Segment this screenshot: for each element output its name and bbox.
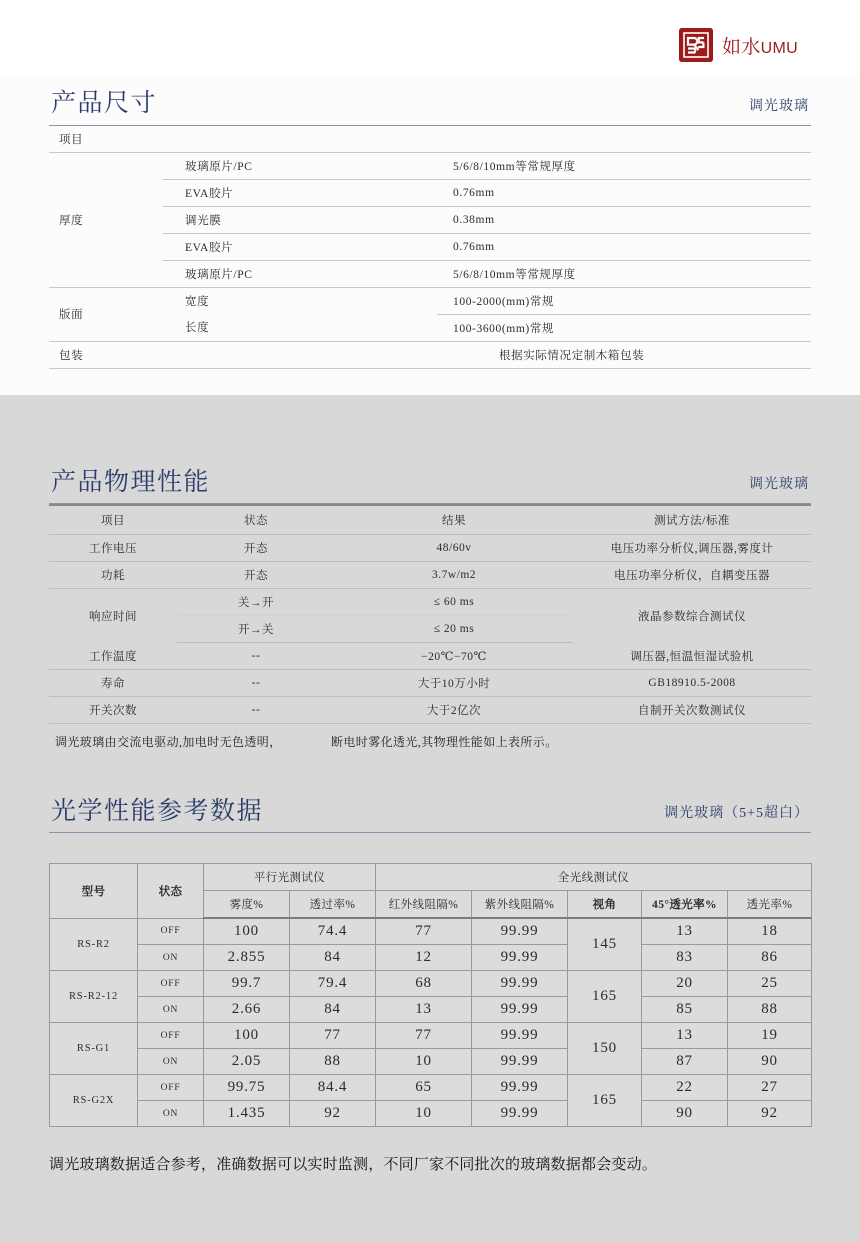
- cell-transmittance: 18: [728, 918, 812, 945]
- row-state: ON: [138, 1101, 204, 1127]
- row-state: ON: [138, 997, 204, 1023]
- row-item: EVA胶片: [163, 233, 437, 260]
- row-state: OFF: [138, 1023, 204, 1049]
- row-state: ON: [138, 1049, 204, 1075]
- subheader-ir-block: 红外线阻隔%: [376, 891, 472, 919]
- cell-transmittance-45: 22: [642, 1075, 728, 1101]
- physical-note-right: 断电时雾化透光,其物理性能如上表所示。: [331, 734, 558, 749]
- table-row: [50, 1101, 812, 1127]
- table-row: [49, 696, 811, 723]
- cell-haze: 99.7: [204, 971, 290, 997]
- table-row: [49, 669, 811, 696]
- cell-transmittance: 86: [728, 945, 812, 971]
- table-header-row: [50, 864, 812, 891]
- row-state: --: [177, 696, 335, 723]
- section3-header: [49, 784, 811, 834]
- section1-header: [49, 76, 811, 126]
- cell-uv-block: 99.99: [472, 1101, 568, 1127]
- physical-note-left: 调光玻璃由交流电驱动,加电时无色透明，: [55, 734, 282, 749]
- cell-ir-block: 65: [376, 1075, 472, 1101]
- row-method: 调压器,恒温恒湿试验机: [573, 643, 811, 670]
- cell-transmittance-45: 20: [642, 971, 728, 997]
- rs-logo-icon: [679, 28, 713, 62]
- table-row: [50, 1023, 812, 1049]
- table-row: [49, 206, 811, 233]
- row-result: 大于10万小时: [335, 669, 573, 696]
- header-result: 结果: [335, 505, 573, 535]
- table-row: [49, 126, 811, 153]
- row-state: --: [177, 669, 335, 696]
- table-row: [49, 233, 811, 260]
- row-model: RS-G2X: [50, 1075, 138, 1127]
- cell-viewing-angle: 165: [568, 971, 642, 1023]
- cell-transmittance-parallel: 88: [290, 1049, 376, 1075]
- table-row: [49, 535, 811, 562]
- header-item: 项目: [49, 505, 177, 535]
- row-state: 开→关: [177, 616, 335, 643]
- cell-transmittance-parallel: 84.4: [290, 1075, 376, 1101]
- row-method: 电压功率分析仪，自耦变压器: [573, 562, 811, 589]
- cell-transmittance: 25: [728, 971, 812, 997]
- table-row: [50, 918, 812, 945]
- row-item: 寿命: [49, 669, 177, 696]
- header-state: 状态: [177, 505, 335, 535]
- table-row: [49, 589, 811, 616]
- cell-transmittance: 27: [728, 1075, 812, 1101]
- cell-transmittance-45: 83: [642, 945, 728, 971]
- row-item: 响应时间: [89, 610, 137, 623]
- subheader-transmittance-parallel: 透过率%: [290, 891, 376, 919]
- group-label-packaging: 包装: [49, 341, 163, 368]
- subheader-haze: 雾度%: [204, 891, 290, 919]
- row-model: RS-G1: [50, 1023, 138, 1075]
- cell-transmittance-45: 13: [642, 918, 728, 945]
- section-physical-performance: [49, 455, 811, 750]
- cell-uv-block: 99.99: [472, 1023, 568, 1049]
- table-row: [50, 971, 812, 997]
- row-item: 工作温度: [49, 643, 177, 670]
- optical-performance-table: [49, 863, 812, 1127]
- physical-note: [49, 724, 811, 750]
- table-row: [49, 314, 811, 341]
- dimensions-col-header: 项目: [49, 126, 163, 153]
- cell-haze: 1.435: [204, 1101, 290, 1127]
- subheader-uv-block: 紫外线阻隔%: [472, 891, 568, 919]
- row-method: GB18910.5-2008: [573, 669, 811, 696]
- section3-title: 光学性能参考数据: [51, 797, 264, 825]
- row-result: −20℃−70℃: [335, 643, 573, 670]
- cell-transmittance-45: 87: [642, 1049, 728, 1075]
- table-row: [49, 643, 811, 670]
- group-label-panel: 版面: [49, 287, 163, 341]
- footer-note: 调光玻璃数据适合参考，准确数据可以实时监测，不同厂家不同批次的玻璃数据都会变动。: [49, 1155, 658, 1173]
- cell-transmittance-parallel: 92: [290, 1101, 376, 1127]
- cell-haze: 100: [204, 1023, 290, 1049]
- cell-viewing-angle: 150: [568, 1023, 642, 1075]
- cell-uv-block: 99.99: [472, 945, 568, 971]
- row-result: 3.7w/m2: [335, 562, 573, 589]
- section3-subtitle: 调光玻璃（5+5超白）: [664, 806, 809, 821]
- table-row: [49, 287, 811, 314]
- cell-haze: 2.05: [204, 1049, 290, 1075]
- row-item: EVA胶片: [163, 179, 437, 206]
- table-row: [50, 997, 812, 1023]
- cell-transmittance: 88: [728, 997, 812, 1023]
- row-state: OFF: [138, 918, 204, 945]
- subheader-transmittance: 透光率%: [728, 891, 812, 919]
- cell-transmittance-parallel: 79.4: [290, 971, 376, 997]
- cell-transmittance-parallel: 84: [290, 945, 376, 971]
- row-value: 100-2000(mm)常规: [437, 287, 811, 314]
- brand-name-cn: 如水: [722, 36, 761, 58]
- cell-transmittance-parallel: 74.4: [290, 918, 376, 945]
- row-state: OFF: [138, 1075, 204, 1101]
- table-row: [49, 179, 811, 206]
- section1-subtitle: 调光玻璃: [749, 98, 809, 114]
- row-item: 开关次数: [49, 696, 177, 723]
- cell-uv-block: 99.99: [472, 971, 568, 997]
- cell-ir-block: 12: [376, 945, 472, 971]
- table-row: [49, 260, 811, 287]
- brand-logo: [679, 28, 798, 62]
- row-model: RS-R2: [50, 918, 138, 971]
- row-item: 宽度: [185, 295, 210, 308]
- section2-subtitle: 调光玻璃: [749, 477, 809, 492]
- table-row: [49, 562, 811, 589]
- row-value: 100-3600(mm)常规: [437, 314, 811, 341]
- cell-viewing-angle: 145: [568, 918, 642, 971]
- row-value: 0.38mm: [437, 206, 811, 233]
- cell-uv-block: 99.99: [472, 997, 568, 1023]
- row-result: 48/60v: [335, 535, 573, 562]
- header-model: 型号: [50, 864, 138, 919]
- cell-haze: 100: [204, 918, 290, 945]
- cell-ir-block: 10: [376, 1101, 472, 1127]
- cell-viewing-angle: 165: [568, 1075, 642, 1127]
- row-state: 关→开: [177, 589, 335, 616]
- row-result: ≤ 20 ms: [335, 616, 573, 643]
- cell-transmittance: 92: [728, 1101, 812, 1127]
- cell-transmittance-parallel: 77: [290, 1023, 376, 1049]
- row-state: --: [177, 643, 335, 670]
- row-model: RS-R2-12: [50, 971, 138, 1023]
- row-item: 玻璃原片/PC: [163, 260, 437, 287]
- row-value: 0.76mm: [437, 233, 811, 260]
- cell-uv-block: 99.99: [472, 918, 568, 945]
- cell-transmittance-parallel: 84: [290, 997, 376, 1023]
- cell-ir-block: 10: [376, 1049, 472, 1075]
- cell-uv-block: 99.99: [472, 1049, 568, 1075]
- row-method: 电压功率分析仪,调压器,雾度计: [573, 535, 811, 562]
- cell-ir-block: 13: [376, 997, 472, 1023]
- section1-title: 产品尺寸: [51, 90, 158, 117]
- group-label-thickness: 厚度: [49, 152, 163, 287]
- row-state: ON: [138, 945, 204, 971]
- table-header-row: [49, 505, 811, 535]
- table-row: [50, 945, 812, 971]
- cell-transmittance-45: 13: [642, 1023, 728, 1049]
- brand-name-en: UMU: [760, 39, 798, 57]
- row-result: ≤ 60 ms: [335, 589, 573, 616]
- row-method: 自制开关次数测试仪: [573, 696, 811, 723]
- cell-haze: 2.66: [204, 997, 290, 1023]
- brand-name: [722, 32, 798, 59]
- row-item: 功耗: [49, 562, 177, 589]
- cell-haze: 99.75: [204, 1075, 290, 1101]
- section2-title: 产品物理性能: [51, 468, 211, 496]
- row-value: 0.76mm: [437, 179, 811, 206]
- row-item: 工作电压: [49, 535, 177, 562]
- table-row: [49, 152, 811, 179]
- section-product-dimensions: [0, 76, 860, 395]
- header-group-parallel: 平行光测试仪: [204, 864, 376, 891]
- row-state: 开态: [177, 562, 335, 589]
- cell-uv-block: 99.99: [472, 1075, 568, 1101]
- row-item: 长度: [163, 314, 437, 341]
- row-item: 玻璃原片/PC: [163, 152, 437, 179]
- row-value: 根据实际情况定制木箱包装: [437, 341, 811, 368]
- cell-transmittance: 90: [728, 1049, 812, 1075]
- table-row: [49, 341, 811, 368]
- header-group-total: 全光线测试仪: [376, 864, 812, 891]
- cell-haze: 2.855: [204, 945, 290, 971]
- row-method: 液晶参数综合测试仪: [638, 610, 746, 623]
- table-row: [50, 1075, 812, 1101]
- section-optical-performance: [49, 784, 811, 1128]
- row-item: 调光膜: [163, 206, 437, 233]
- subheader-transmittance-45: 45°透光率%: [642, 891, 728, 919]
- row-result: 大于2亿次: [335, 696, 573, 723]
- cell-ir-block: 68: [376, 971, 472, 997]
- section2-header: [49, 455, 811, 505]
- cell-transmittance-45: 90: [642, 1101, 728, 1127]
- row-state: 开态: [177, 535, 335, 562]
- cell-transmittance-45: 85: [642, 997, 728, 1023]
- subheader-viewing-angle: 视角: [568, 891, 642, 919]
- cell-transmittance: 19: [728, 1023, 812, 1049]
- row-value: 5/6/8/10mm等常规厚度: [437, 260, 811, 287]
- header-method: 测试方法/标准: [573, 505, 811, 535]
- table-row: [50, 1049, 812, 1075]
- header-state: 状态: [138, 864, 204, 919]
- cell-ir-block: 77: [376, 1023, 472, 1049]
- row-value: 5/6/8/10mm等常规厚度: [437, 152, 811, 179]
- cell-ir-block: 77: [376, 918, 472, 945]
- row-state: OFF: [138, 971, 204, 997]
- dimensions-table: [49, 126, 811, 369]
- page-header: [0, 0, 860, 76]
- physical-performance-table: [49, 504, 811, 724]
